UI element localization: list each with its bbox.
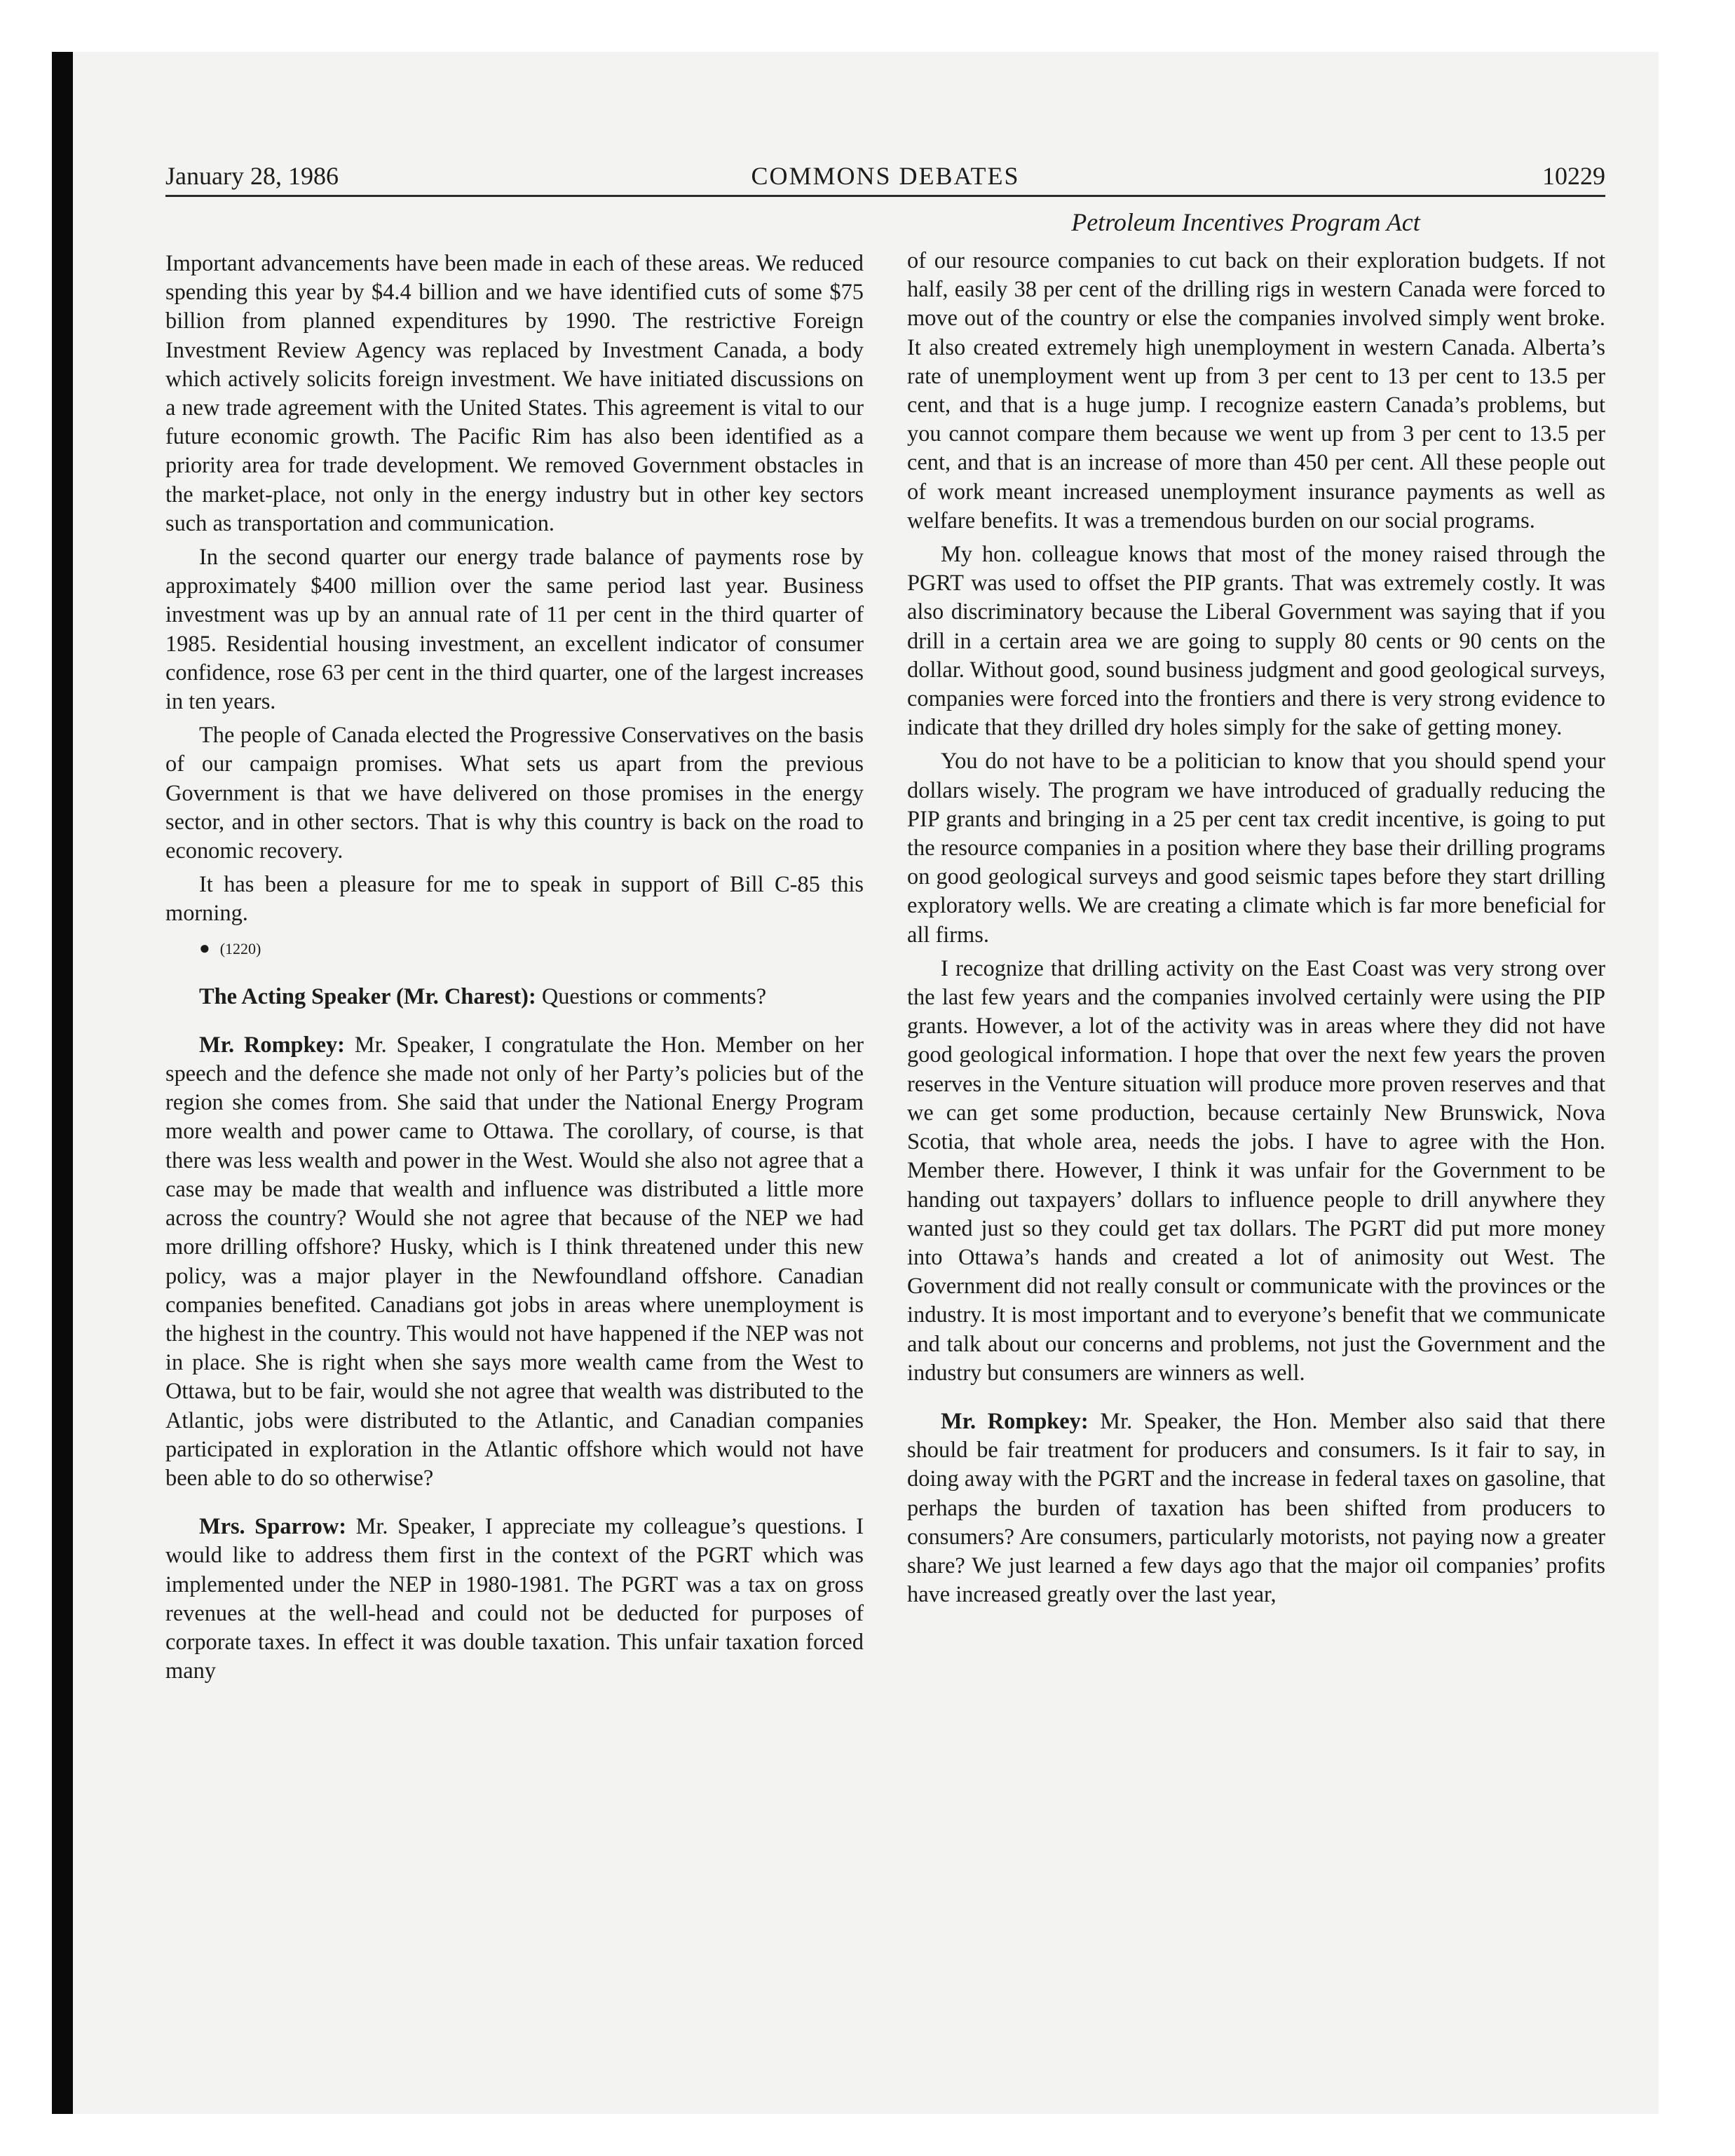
- speech-paragraph: [907, 1407, 1605, 1609]
- header-title: COMMONS DEBATES: [751, 162, 1020, 190]
- speech-text: Mr. Speaker, I appreciate my colleague’s questions. I would like to address them first in the context of the PGRT which was implemented under the NEP in 1980-1981. The PGRT was a tax on gross revenues at the well-head and could not be deducted for purposes of corporate taxes. In effect it was double taxation. This unfair taxation forced many: [165, 1514, 864, 1684]
- paragraph: My hon. colleague knows that most of the money raised through the PGRT was used to offset the PIP grants. That was extremely costly. It was also discriminatory because the Liberal Government was saying that if you drill in a certain area we are going to supply 80 cents or 90 cents on the dollar. Without good, sound business judgment and good geological surveys, companies were forced into the frontiers and there is very strong evidence to indicate that they drilled dry holes simply for the sake of getting money.: [907, 542, 1605, 741]
- time-marker-text: (1220): [219, 939, 261, 957]
- speaker-name: Mr. Rompkey:: [941, 1408, 1089, 1434]
- paragraph: In the second quarter our energy trade balance of payments rose by approximately $400 million over the same period last year. Business investment was up by an annual rate of 11 per cent in the third quarter of 1985. Residential housing investment, an excellent indicator of consumer confidence, rose 63 per cent in the third quarter, one of the largest increases in ten years.: [165, 545, 864, 715]
- paragraph: I recognize that drilling activity on the East Coast was very strong over the last few years and the companies involved certainly were using the PIP grants. However, a lot of the activity was in areas where they did not have good geological information. I hope that over the next few years the proven reserves in the Venture situation will produce more proven reserves and that we can get some production, because certainly New Brunswick, Nova Scotia, that whole area, needs the jobs. I have to agree with the Hon. Member there. However, I think it was unfair for the Government to be handing out taxpayers’ dollars to influence people to drill anywhere they wanted just so they could get tax dollars. The PGRT did put more money into Ottawa’s hands and created a lot of animosity out West. The Government did not really consult or communicate with the provinces or the industry. It is most important and to everyone’s benefit that we communicate and talk about our concerns and problems, not just the Government and the industry but consumers are winners as well.: [907, 955, 1605, 1386]
- paragraph: The people of Canada elected the Progressive Conservatives on the basis of our campaign promises. What sets us apart from the previous Government is that we have delivered on those promises in the energy sector, and in other sectors. That is why this country is back on the road to economic recovery.: [165, 723, 864, 864]
- speech-paragraph: [165, 1513, 864, 1686]
- scan-edge: [52, 52, 73, 2114]
- paragraph: Important advancements have been made in each of these areas. We reduced spending this year by $4.4 billion and we have identified cuts of some $75 billion from planned expenditures by 1990. The restrictive Foreign Investment Review Agency was replaced by Investment Canada, a body which actively solicits foreign investment. We have initiated discussions on a new trade agreement with the United States. This agreement is vital to our future economic growth. The Pacific Rim has also been identified as a priority area for trade development. We removed Government obstacles in the market-place, not only in the energy industry but in other key sectors such as transportation and communication.: [165, 251, 864, 536]
- speech-text: Mr. Speaker, the Hon. Member also said that there should be fair treatment for producers and consumers. Is it fair to say, in doing away with the PGRT and the increase in federal taxes on gasoline, that perhaps the burden of taxation has been shifted from producers to consumers? Are consumers, particularly motorists, not paying now a greater share? We just learned a few days ago that the major oil companies’ profits have increased greatly over the last year,: [907, 1408, 1606, 1608]
- section-subheading: Petroleum Incentives Program Act: [1071, 208, 1420, 236]
- left-column: [165, 250, 864, 1691]
- page-header: [165, 156, 1605, 197]
- header-page-number: 10229: [1542, 162, 1605, 190]
- speech-text: Questions or comments?: [541, 983, 767, 1009]
- header-date: January 28, 1986: [165, 162, 339, 190]
- speaker-name: The Acting Speaker (Mr. Charest):: [199, 983, 536, 1009]
- right-column: [907, 247, 1605, 1614]
- paragraph: You do not have to be a politician to know that you should spend your dollars wisely. The program we have introduced of gradually reducing the PIP grants and bringing in a 25 per cent tax credit incentive, is going to put the resource companies in a position where they base their drilling programs on good geological surveys and good seismic tapes before they start drilling exploratory wells. We are creating a climate which is far more beneficial for all firms.: [907, 749, 1605, 948]
- paragraph: It has been a pleasure for me to speak in support of Bill C-85 this morning.: [165, 872, 864, 927]
- speech-text: Mr. Speaker, I congratulate the Hon. Member on her speech and the defence she made not only of her Party’s policies but of the region she comes from. She said that under the National Energy Program more wealth and power came to Ottawa. The corollary, of course, is that there was less wealth and power in the West. Would she also not agree that a case may be made that wealth and influence was distributed a little more across the country? Would she not agree that because of the NEP we had more drilling offshore? Husky, which is I think threatened under this new policy, was a major player in the Newfoundland offshore. Canadian companies benefited. Canadians got jobs in areas where unemployment is the highest in the country. This would not have happened if the NEP was not in place. She is right when she says more wealth came from the West to Ottawa, but to be fair, would she not agree that wealth was distributed to the Atlantic, jobs were distributed to the Atlantic, and Canadian companies participated in exploration in the Atlantic offshore which would not have been able to do so otherwise?: [165, 1032, 864, 1491]
- speaker-name: Mr. Rompkey:: [199, 1032, 345, 1058]
- speech-paragraph: [165, 1031, 864, 1493]
- bullet-icon: ●: [199, 937, 210, 958]
- time-marker: [165, 934, 864, 963]
- paragraph: of our resource companies to cut back on their exploration budgets. If not half, easily 38 per cent of the drilling rigs in western Canada were forced to move out of the country or else the companies involved simply went broke. It also created extremely high unemployment in western Canada. Alberta’s rate of unemployment went up from 3 per cent to 13 per cent to 13.5 per cent, and that is a huge jump. I recognize eastern Canada’s problems, but you cannot compare them because we went up from 3 per cent to 13.5 per cent, and that is an increase of more than 450 per cent. All these people out of work meant increased unemployment insurance payments as well as welfare benefits. It was a tremendous burden on our social programs.: [907, 248, 1605, 533]
- speaker-name: Mrs. Sparrow:: [199, 1514, 347, 1540]
- speech-paragraph: [165, 983, 864, 1011]
